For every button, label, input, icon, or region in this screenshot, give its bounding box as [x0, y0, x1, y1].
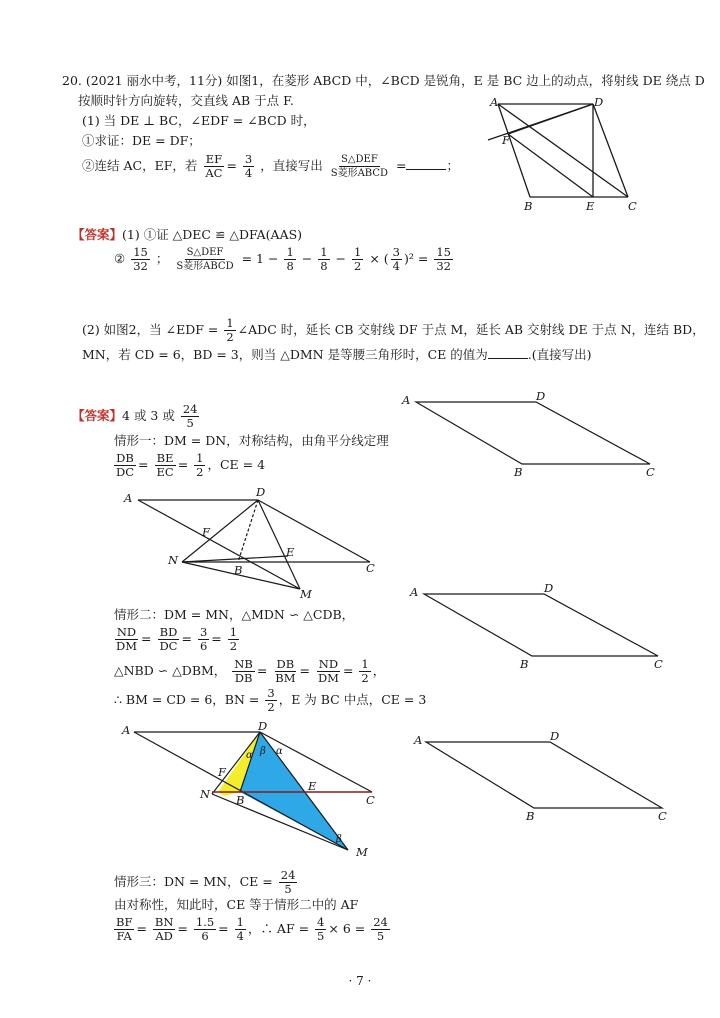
label-A: A — [490, 95, 499, 109]
case2-ratio: $\frac{ND}{DM}$ = $\frac{BD}{DC}$ = $\frac{3}{6}$ = $\frac{1}{2}$ — [116, 625, 238, 653]
page-number: · 7 · — [348, 974, 372, 988]
answer1-line1: 【答案】(1) ①证 △DEC ≌ △DFA(AAS) — [72, 227, 303, 242]
svg-text:A: A — [414, 733, 423, 747]
label-D: D — [594, 95, 604, 109]
problem2-line2: MN，若 CD = 6，BD = 3，则当 △DMN 是等腰三角形时，CE 的值为 .(直接写出) — [82, 347, 592, 362]
svg-text:C: C — [654, 657, 663, 671]
label-B: B — [524, 199, 533, 213]
svg-text:C: C — [658, 809, 667, 823]
label-C: C — [628, 199, 637, 213]
svg-text:E: E — [286, 545, 295, 559]
svg-text:B: B — [526, 809, 535, 823]
svg-text:A: A — [410, 585, 419, 599]
svg-text:M: M — [356, 845, 368, 859]
svg-text:N: N — [200, 787, 211, 801]
svg-text:F: F — [218, 765, 226, 779]
case1-ratio: $\frac{DB}{DC}$ = $\frac{BE}{EC}$ = $\frac{1}{2}$ ，CE = 4 — [116, 451, 266, 479]
problem-part1: (1) 当 DE ⊥ BC，∠EDF = ∠BCD 时， — [82, 113, 316, 128]
blank-rhombus-2 — [406, 580, 676, 670]
svg-text:C: C — [366, 561, 375, 575]
answer2-head: 【答案】4 或 3 或 $\frac{24}{5}$ — [72, 402, 198, 430]
case2-similar: △NBD ∽ △DBM， $\frac{NB}{DB}$ = $\frac{DB}{BM}$ = $\frac{ND}{DM}$ = $\frac{1}{2}$ ， — [114, 657, 386, 685]
svg-text:D: D — [536, 389, 546, 403]
case2-title: 情形二：DM = MN，△MDN ∽ △CDB， — [114, 607, 355, 622]
svg-text:A: A — [122, 723, 131, 737]
svg-text:B: B — [234, 563, 243, 577]
case3-title: 情形三：DN = MN，CE = $\frac{24}{5}$ — [114, 868, 296, 896]
problem2-line1: (2) 如图2，当 ∠EDF = $\frac{1}{2}$ ∠ADC 时，延长 CB 交射线 DF 于点 M，延长 AB 交射线 DE 于点 N，连结 BD， — [82, 316, 705, 344]
fraction-area-ratio: $\frac{\text{S△DEF}}{\text{S菱形ABCD}}$ — [330, 154, 389, 179]
case3-ratio: $\frac{BF}{FA}$ = $\frac{BN}{AD}$ = $\frac{1.5}{6}$ = $\frac{1}{4}$ ，∴ AF = $\frac{4}{5}$ × 6 = $\frac{24}{5}$ — [116, 915, 388, 943]
fraction-ef-ac: $\frac{EF}{AC}$ — [205, 152, 223, 180]
label-E: E — [586, 199, 595, 213]
blank-rhombus-1 — [400, 388, 670, 478]
svg-text:C: C — [366, 793, 375, 807]
svg-text:B: B — [514, 465, 523, 479]
svg-text:M: M — [300, 587, 312, 601]
answer-blank — [406, 157, 446, 170]
figure-case2 — [120, 720, 390, 865]
svg-text:A: A — [124, 491, 133, 505]
case3-symmetry: 由对称性，知此时，CE 等于情形二中的 AF — [114, 897, 359, 912]
svg-text:β: β — [336, 834, 342, 845]
svg-text:N: N — [168, 553, 179, 567]
svg-text:B: B — [520, 657, 529, 671]
svg-text:D: D — [544, 581, 554, 595]
svg-text:D: D — [550, 729, 560, 743]
problem-stem-line2: 按顺时针方向旋转，交直线 AB 于点 F. — [78, 93, 294, 108]
svg-text:C: C — [646, 465, 655, 479]
svg-text:α: α — [246, 750, 253, 761]
svg-text:E: E — [308, 779, 317, 793]
label-F: F — [502, 133, 510, 147]
problem-part1-q2: ②连结 AC，EF，若 $\frac{EF}{AC}$ = $\frac{3}{4}$ ，直接写出 $\frac{\text{S△DEF}}{\text{S菱形ABCD}}$ = ； — [82, 152, 459, 180]
problem-part1-q1: ①求证：DE = DF； — [82, 133, 201, 148]
figure-1 — [480, 92, 650, 212]
svg-text:F: F — [202, 525, 210, 539]
case1-title: 情形一：DM = DN，对称结构，由角平分线定理 — [114, 433, 389, 448]
svg-text:α: α — [276, 746, 283, 757]
figure-case1 — [120, 484, 390, 604]
svg-text:B: B — [236, 793, 245, 807]
answer1-line2: ② $\frac{15}{32}$ ； $\frac{\text{S△DEF}}{\text{S菱形ABCD}}$ = 1 − $\frac{1}{8}$ − $\frac{1}{8}$ − $\frac{1}{2}$ × ( $\frac{3}{4}$ )² = $\frac{15}{32}$ — [114, 245, 451, 273]
case2-result: ∴ BM = CD = 6，BN = $\frac{3}{2}$ ，E 为 BC 中点，CE = 3 — [114, 686, 427, 714]
problem-stem-line1: 20. (2021 丽水中考，11分) 如图1，在菱形 ABCD 中，∠BCD 是锐角，E 是 BC 边上的动点，将射线 DE 绕点 D — [62, 73, 705, 88]
svg-text:A: A — [402, 393, 411, 407]
blank-rhombus-3 — [406, 728, 676, 823]
fraction-3-4: $\frac{3}{4}$ — [244, 152, 253, 180]
svg-text:β: β — [260, 746, 266, 757]
svg-text:D: D — [258, 719, 268, 733]
svg-text:D: D — [256, 485, 266, 499]
